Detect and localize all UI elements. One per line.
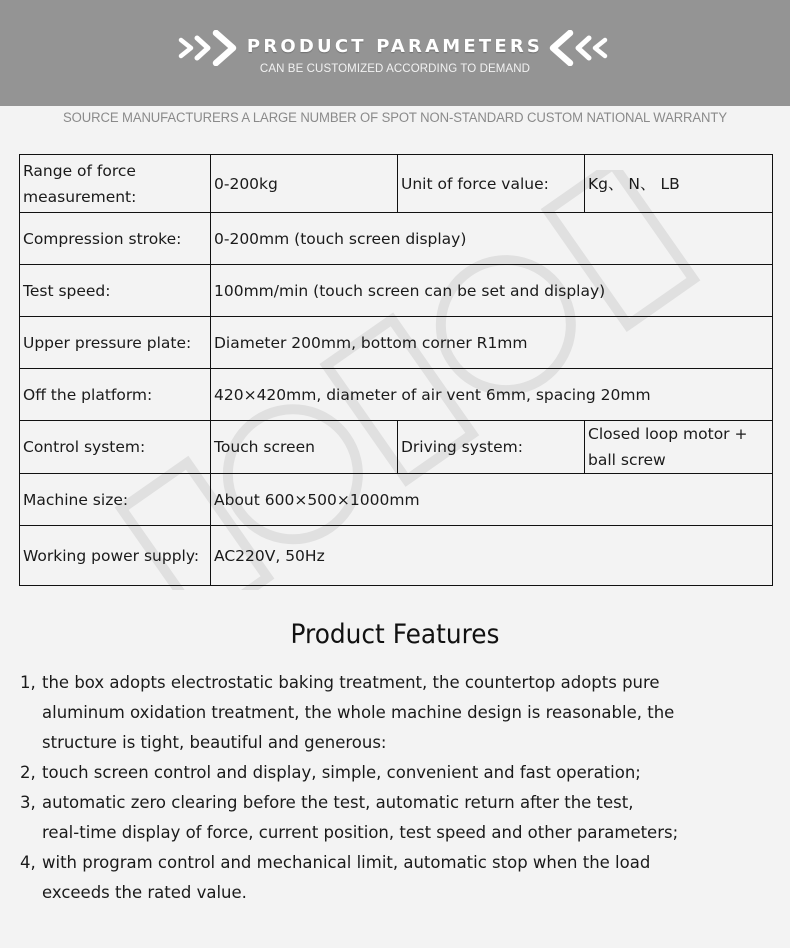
param-value: Kg、 N、 LB <box>585 155 773 213</box>
feature-line: structure is tight, beautiful and generous: <box>42 733 387 752</box>
param-label: Range of force measurement: <box>20 155 211 213</box>
feature-text <box>42 668 780 758</box>
parameters-table <box>19 154 773 586</box>
feature-item <box>20 668 780 758</box>
features-list <box>20 668 780 908</box>
param-label: Off the platform: <box>20 369 211 421</box>
feature-line: exceeds the rated value. <box>42 883 247 902</box>
feature-line: the box adopts electrostatic baking treatment, the countertop adopts pure <box>42 673 660 692</box>
table-row <box>20 265 773 317</box>
param-value: Diameter 200mm, bottom corner R1mm <box>211 317 773 369</box>
param-value: Touch screen <box>211 421 398 474</box>
param-label: Upper pressure plate: <box>20 317 211 369</box>
table-row <box>20 213 773 265</box>
table-row <box>20 369 773 421</box>
param-label: Control system: <box>20 421 211 474</box>
param-label: Working power supply: <box>20 526 211 586</box>
triple-chevron-left-icon <box>548 30 612 66</box>
feature-item <box>20 758 780 788</box>
header-subtitle: CAN BE CUSTOMIZED ACCORDING TO DEMAND <box>259 63 531 75</box>
table-row <box>20 317 773 369</box>
feature-item <box>20 788 780 848</box>
param-value: 0-200mm (touch screen display) <box>211 213 773 265</box>
param-label: Compression stroke: <box>20 213 211 265</box>
param-label: Driving system: <box>398 421 585 474</box>
feature-text <box>42 788 780 848</box>
param-value: Closed loop motor + ball screw <box>585 421 773 474</box>
feature-number: 3, <box>20 793 36 812</box>
param-value: 100mm/min (touch screen can be set and display) <box>211 265 773 317</box>
table-row <box>20 421 773 474</box>
param-label: Unit of force value: <box>398 155 585 213</box>
param-value: AC220V, 50Hz <box>211 526 773 586</box>
feature-number: 1, <box>20 673 36 692</box>
header-banner <box>0 0 790 106</box>
param-value: About 600×500×1000mm <box>211 474 773 526</box>
param-label: Test speed: <box>20 265 211 317</box>
feature-line: real-time display of force, current position, test speed and other parameters; <box>42 823 679 842</box>
feature-line: aluminum oxidation treatment, the whole machine design is reasonable, the <box>42 703 675 722</box>
table-row <box>20 474 773 526</box>
tagline: SOURCE MANUFACTURERS A LARGE NUMBER OF SPOT NON-STANDARD CUSTOM NATIONAL WARRANTY <box>63 110 727 125</box>
param-value: 420×420mm, diameter of air vent 6mm, spacing 20mm <box>211 369 773 421</box>
param-value: 0-200kg <box>211 155 398 213</box>
feature-line: with program control and mechanical limit, automatic stop when the load <box>42 853 651 872</box>
feature-text <box>42 848 780 908</box>
table-row <box>20 155 773 213</box>
feature-line: automatic zero clearing before the test, automatic return after the test, <box>42 793 634 812</box>
header-title: PRODUCT PARAMETERS <box>246 36 544 57</box>
param-label: Machine size: <box>20 474 211 526</box>
table-row <box>20 526 773 586</box>
feature-number: 2, <box>20 763 36 782</box>
features-heading: Product Features <box>290 619 500 650</box>
feature-item <box>20 848 780 908</box>
feature-line: touch screen control and display, simple, convenient and fast operation; <box>42 763 641 782</box>
feature-number: 4, <box>20 853 36 872</box>
feature-text <box>42 758 780 788</box>
